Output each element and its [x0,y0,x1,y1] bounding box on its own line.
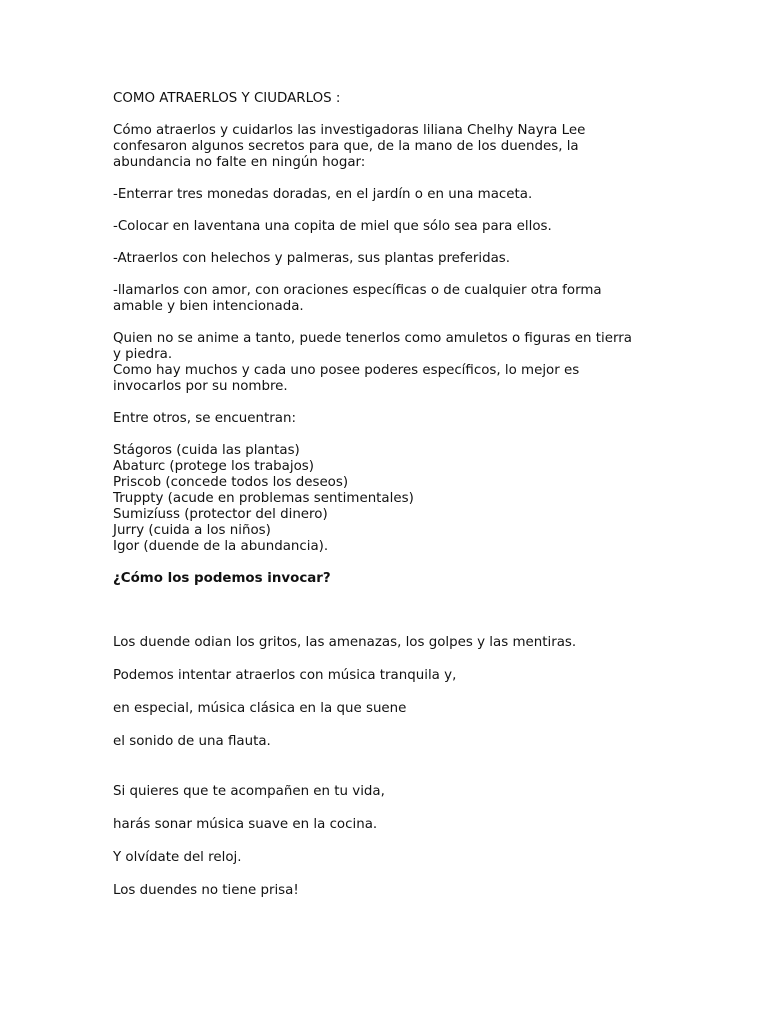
list-item: Stágoros (cuida las plantas) [113,443,300,458]
list-item: Priscob (concede todos los deseos) [113,475,349,490]
intro-line: confesaron algunos secretos para que, de la mano de los duendes, la [113,139,579,154]
invoke-line: el sonido de una flauta. [113,734,271,749]
intro-line: abundancia no falte en ningún hogar: [113,155,366,170]
intro-paragraph [113,123,658,171]
list-item: Truppty (acude en problemas sentimentales) [113,491,414,506]
amulets-line: y piedra. [113,347,173,362]
amulets-paragraph [113,331,658,395]
amulets-line: Como hay muchos y cada uno posee poderes específicos, lo mejor es [113,363,580,378]
invoke-line: Los duende odian los gritos, las amenazas, los golpes y las mentiras. [113,635,577,650]
amulets-line: invocarlos por su nombre. [113,379,288,394]
closing-line: harás sonar música suave en la cocina. [113,817,378,832]
list-item: Igor (duende de la abundancia). [113,539,329,554]
document-title: COMO ATRAERLOS Y CIUDARLOS : [113,91,341,106]
document-body [113,91,658,916]
list-item: Abaturc (protege los trabajos) [113,459,314,474]
section-heading: ¿Cómo los podemos invocar? [113,571,331,586]
tip-item: -Atraerlos con helechos y palmeras, sus plantas preferidas. [113,251,511,266]
names-list [113,443,658,555]
closing-line: Los duendes no tiene prisa! [113,883,299,898]
list-item: Jurry (cuida a los niños) [113,523,271,538]
tip-line: -llamarlos con amor, con oraciones específicas o de cualquier otra forma [113,283,602,298]
closing-line: Y olvídate del reloj. [113,850,242,865]
intro-line: Cómo atraerlos y cuidarlos las investigadoras liliana Chelhy Nayra Lee [113,123,586,138]
tip-item [113,283,658,315]
among-paragraph: Entre otros, se encuentran: [113,411,296,426]
invoke-line: en especial, música clásica en la que suene [113,701,407,716]
amulets-line: Quien no se anime a tanto, puede tenerlos como amuletos o figuras en tierra [113,331,632,346]
closing-line: Si quieres que te acompañen en tu vida, [113,784,385,799]
list-item: Sumizíuss (protector del dinero) [113,507,328,522]
invoke-line: Podemos intentar atraerlos con música tranquila y, [113,668,457,683]
tip-line: amable y bien intencionada. [113,299,304,314]
tip-item: -Enterrar tres monedas doradas, en el jardín o en una maceta. [113,187,533,202]
tip-item: -Colocar en laventana una copita de miel que sólo sea para ellos. [113,219,552,234]
